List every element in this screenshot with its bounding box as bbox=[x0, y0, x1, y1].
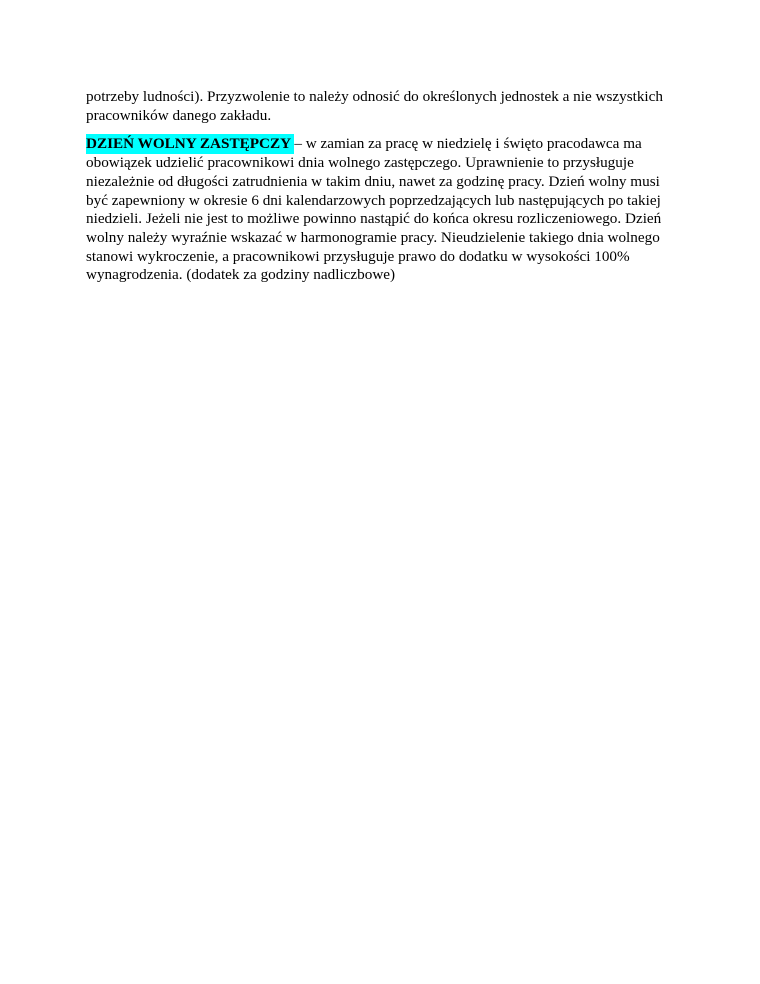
paragraph-definition bbox=[86, 135, 674, 285]
page-text-block bbox=[86, 88, 674, 295]
highlighted-term: DZIEŃ WOLNY ZASTĘPCZY bbox=[86, 135, 295, 153]
paragraph-continuation bbox=[86, 88, 674, 125]
paragraph-text: potrzeby ludności). Przyzwolenie to należy odnosić do określonych jednostek a nie wszystkich pracowników danego zakładu. bbox=[86, 88, 663, 124]
paragraph-text: – w zamian za pracę w niedzielę i święto pracodawca ma obowiązek udzielić pracownikowi dnia wolnego zastępczego. Uprawnienie to przysługuje niezależnie od długości zatrudnienia w takim dniu, nawet za godzinę pracy. Dzień wolny musi być zapewniony w okresie 6 dni kalendarzowych poprzedzających lub następujących po takiej niedzieli. Jeżeli nie jest to możliwe powinno nastąpić do końca okresu rozliczeniowego. Dzień wolny należy wyraźnie wskazać w harmonogramie pracy. Nieudzielenie takiego dnia wolnego stanowi wykroczenie, a pracownikowi przysługuje prawo do dodatku w wysokości 100% wynagrodzenia. (dodatek za godziny nadliczbowe) bbox=[86, 135, 662, 284]
